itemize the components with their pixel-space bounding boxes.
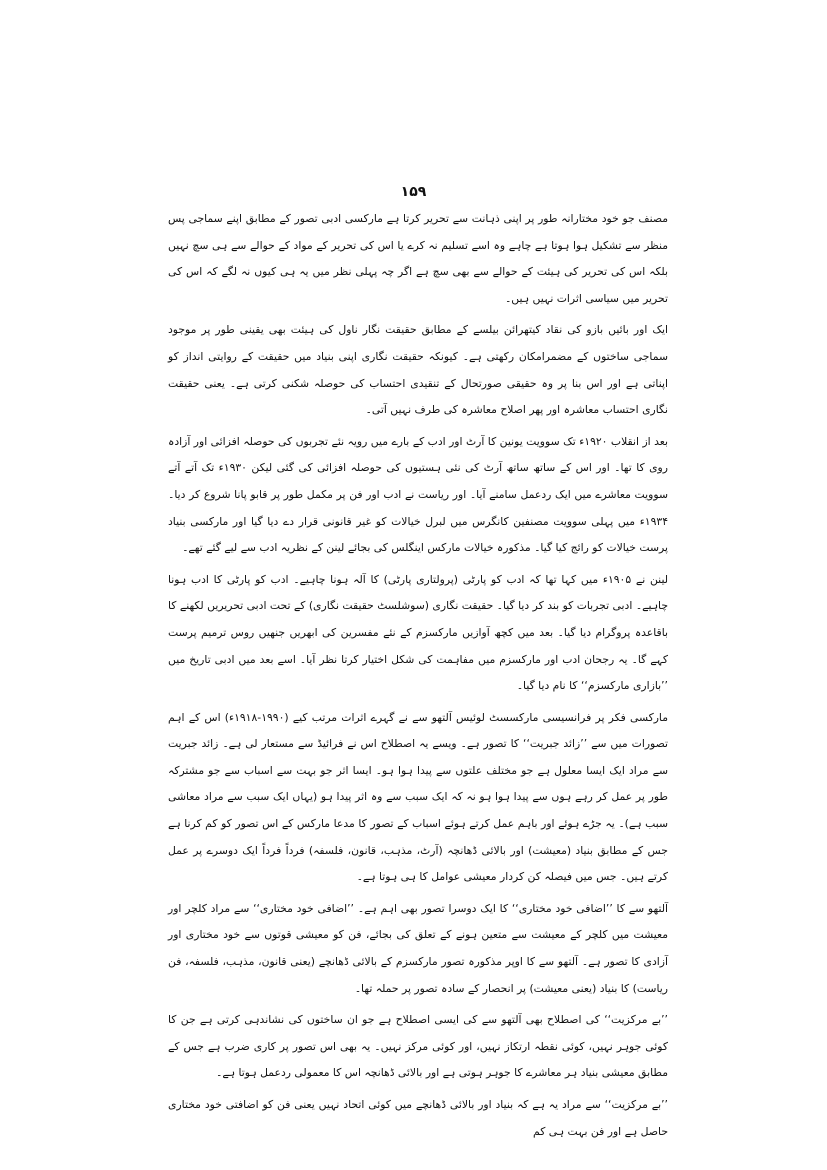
paragraph: بعد از انقلاب ۱۹۲۰ء تک سوویت یونین کا آرٹ اور ادب کے بارے میں رویہ نئے تجربوں کی حوصلہ افزائی اور آزادہ روی کا تھا۔ اور اس کے ساتھ ساتھ آرٹ کی نئی ہستیوں کی حوصلہ افزائی کی گئی لیکن ۱۹۳۰ء تک آتے آتے سوویت معاشرے میں ایک ردعمل سامنے آیا۔ اور ریاست نے ادب اور فن پر مکمل طور پر قابو پانا شروع کر دیا۔ ۱۹۳۴ء میں پہلی سوویت مصنفین کانگرس میں لبرل خیالات کو غیر قانونی قرار دے دیا گیا اور مارکسی بنیاد پرست خیالات کو رائج کیا گیا۔ مذکورہ خیالات مارکس اینگلس کی بجائے لینن کے نظریہ ادب سے لیے گئے تھے۔: [168, 434, 669, 555]
paragraph: مارکسی فکر پر فرانسیسی مارکسسٹ لوئیس آلتھو سے نے گہرے اثرات مرتب کیے (۱۹۹۰-۱۹۱۸ء) اس کے اہم تصورات میں سے ’’زائد جبریت‘‘ کا تصور ہے۔ ویسے یہ اصطلاح اس نے فرائیڈ سے مستعار لی ہے۔ زائد جبریت سے مراد ایک ایسا معلول ہے جو مختلف علتوں سے پیدا ہوا ہو۔ ایسا اثر جو بہت سے اسباب سے جو مشترکہ طور پر عمل کر رہے ہوں سے پیدا ہوا ہو نہ کہ ایک سبب سے وہ اثر پیدا ہو (یہاں ایک سبب سے مراد معاشی سبب ہے)۔ یہ جڑے ہوئے اور باہم عمل کرتے ہوئے اسباب کے تصور کا مدعا مارکس کے اس تصور کو کم کرنا ہے جس کے مطابق بنیاد (معیشت) اور بالائی ڈھانچہ (آرٹ، مذہب، قانون، فلسفہ) فرداً فرداً ایک دوسرے پر عمل کرتے ہیں۔ جس میں فیصلہ کن کردار معیشی عوامل کا ہی ہوتا ہے۔: [168, 710, 668, 884]
paragraph: لینن نے ۱۹۰۵ء میں کہا تھا کہ ادب کو پارٹی (پرولتاری پارٹی) کا آلہ ہونا چاہیے۔ ادب کو پارٹی کا ادب ہونا چاہیے۔ ادبی تجربات کو بند کر دیا گیا۔ حقیقت نگاری (سوشلسٹ حقیقت نگاری) کے تحت ادبی تحریریں لکھنے کا باقاعدہ پروگرام دیا گیا۔ بعد میں کچھ آوازیں مارکسزم کے نئے مفسرین کی ابھریں جنھیں روس ترمیم پرست کہے گا۔ یہ رجحان ادب اور مارکسزم میں مفاہمت کی شکل اختیار کرتا نظر آیا۔ اسے بعد میں ادبی تاریخ میں ’’بازاری مارکسزم‘‘ کا نام دیا گیا۔: [168, 572, 668, 693]
paragraph: ’’بے مرکزیت‘‘ سے مراد یہ ہے کہ بنیاد اور بالائی ڈھانچے میں کوئی اتحاد نہیں یعنی فن کو اضافتی خود مختاری حاصل ہے اور فن بہت ہی کم: [168, 1098, 668, 1138]
paragraph: مصنف جو خود مختارانہ طور پر اپنی ذہانت سے تحریر کرتا ہے مارکسی ادبی تصور کے مطابق اپنے سماجی پس منظر سے تشکیل ہوا ہوتا ہے چاہے وہ اسے تسلیم نہ کرے یا اس کی تحریر کے مواد کے حوالے سے ہی سچ نہیں بلکہ اس کی تحریر کی ہیئت کے حوالے سے بھی سچ ہے اگر چہ پہلی نظر میں یہ ہی کیوں نہ لگے کہ اس کی تحریر میں سیاسی اثرات نہیں ہیں۔: [168, 212, 668, 305]
paragraph: آلتھو سے کا ’’اضافی خود مختاری‘‘ کا ایک دوسرا تصور بھی اہم ہے۔ ’’اضافی خود مختاری‘‘ سے مراد کلچر اور معیشت میں کلچر کے معیشت سے متعین ہونے کے تعلق کی بجائے، فن کو معیشی قوتوں سے خود مختاری اور آزادی کا تصور ہے۔ آلتھو سے کا اوپر مذکورہ تصور مارکسزم کے بالائی ڈھانچے (یعنی قانون، مذہب، فلسفہ، فن ریاست) کا بنیاد (یعنی معیشت) پر انحصار کے سادہ تصور پر حملہ تھا۔: [168, 901, 668, 995]
paragraph: ’’بے مرکزیت‘‘ کی اصطلاح بھی آلتھو سے کی ایسی اصطلاح ہے جو ان ساختوں کی نشاندہی کرتی ہے جن کا کوئی جوہر نہیں، کوئی نقطہ ارتکاز نہیں، اور کوئی مرکز نہیں۔ یہ بھی اس تصور پر کاری ضرب ہے جس کے مطابق معیشی بنیاد ہر معاشرے کا جوہر ہوتی ہے اور بالائی ڈھانچہ اس کا معمولی ردعمل ہوتا ہے۔: [168, 1013, 668, 1080]
page-number: ۱۵۹: [400, 184, 427, 200]
paragraph: ایک اور بائیں بازو کی نقاد کیتھرائن بیلسے کے مطابق حقیقت نگار ناول کی ہیئت بھی یقینی طور پر موجود سماجی ساختوں کے مضمرامکان رکھتی ہے۔ کیونکہ حقیقت نگاری اپنی بنیاد میں حقیقت کے روایتی انداز کو اپناتی ہے اور اس بنا پر وہ حقیقی صورتحال کے تنقیدی احتساب کی حوصلہ شکنی کرتی ہے۔ یعنی حقیقت نگاری احتساب معاشرہ اور پھر اصلاح معاشرہ کی طرف نہیں آتی۔: [168, 323, 668, 417]
body-text: [168, 206, 668, 1150]
